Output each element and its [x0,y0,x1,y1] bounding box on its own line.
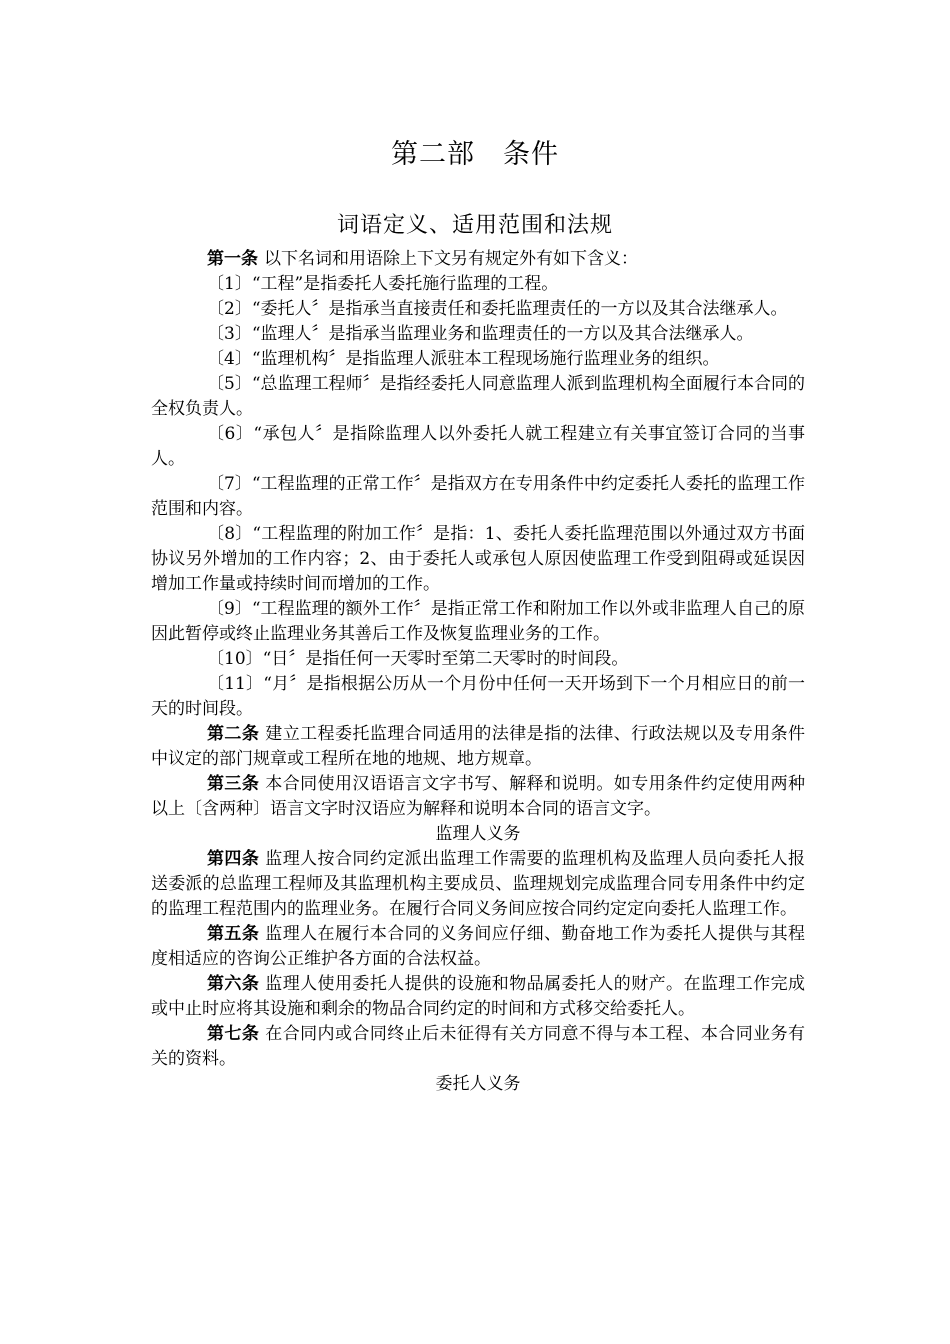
article-7 [151,1022,805,1072]
article-1-text: 以下名词和用语除上下文另有规定外有如下含义： [264,249,638,269]
definition-3: 〔3〕“监理人〞是指承当监理业务和监理责任的一方以及其合法继承人。 [207,324,754,344]
definition-4: 〔4〕“监理机构〞是指监理人派驻本工程现场施行监理业务的组织。 [207,349,720,369]
article-4-text: 监理人按合同约定派出监理工作需要的监理机构及监理人员向委托人报送委派的总监理工程师及其监理机构主要成员、监理规划完成监理合同专用条件中约定的监理工程范围内的监理业务。在履行合同义务间应按合同约定定向委托人监理工作。 [151,849,806,919]
article-6-label: 第六条 [207,974,260,994]
article-4 [151,847,805,922]
article-7-text: 在合同内或合同终止后未征得有关方同意不得与本工程、本合同业务有关的资料。 [151,1024,806,1069]
article-1-label: 第一条 [207,249,258,269]
definition-9: 〔9〕“工程监理的额外工作〞是指正常工作和附加工作以外或非监理人自己的原因此暂停或终止监理业务其善后工作及恢复监理业务的工作。 [151,599,805,644]
page-title: 第二部 条件 [391,139,559,170]
article-2-text: 建立工程委托监理合同适用的法律是指的法律、行政法规以及专用条件中议定的部门规章或工程所在地的地规、地方规章。 [151,724,806,769]
definition-1: 〔1〕“工程”是指委托人委托施行监理的工程。 [207,274,559,294]
article-6 [151,972,805,1022]
article-2-label: 第二条 [207,724,260,744]
article-4-label: 第四条 [207,849,260,869]
article-3 [151,772,805,822]
definition-5: 〔5〕“总监理工程师〞是指经委托人同意监理人派到监理机构全面履行本合同的全权负责人。 [151,374,805,419]
article-3-label: 第三条 [207,774,260,794]
section-heading-client: 委托人义务 [435,1074,521,1094]
definition-7: 〔7〕“工程监理的正常工作〞是指双方在专用条件中约定委托人委托的监理工作范围和内容。 [151,474,805,519]
section-subtitle: 词语定义、适用范围和法规 [336,213,613,238]
article-5 [151,922,805,972]
article-5-label: 第五条 [207,924,260,944]
definition-8: 〔8〕“工程监理的附加工作〞是指：1、委托人委托监理范围以外通过双方书面协议另外增加的工作内容；2、由于委托人或承包人原因使监理工作受到阻碍或延误因增加工作量或持续时间而增加的工作。 [151,524,805,594]
definition-2: 〔2〕“委托人〞是指承当直接责任和委托监理责任的一方以及其合法继承人。 [207,299,788,319]
article-5-text: 监理人在履行本合同的义务间应仔细、勤奋地工作为委托人提供与其程度相适应的咨询公正维护各方面的合法权益。 [151,924,806,969]
article-2 [151,722,805,772]
definition-11: 〔11〕“月〞是指根据公历从一个月份中任何一天开场到下一个月相应日的前一天的时间段。 [151,674,805,719]
document-body [151,247,805,1097]
article-6-text: 监理人使用委托人提供的设施和物品属委托人的财产。在监理工作完成或中止时应将其设施和剩余的物品合同约定的时间和方式移交给委托人。 [151,974,806,1019]
article-7-label: 第七条 [207,1024,260,1044]
section-heading-supervisor: 监理人义务 [435,824,521,844]
definition-10: 〔10〕“日〞是指任何一天零时至第二天零时的时间段。 [207,649,629,669]
article-1 [151,247,805,272]
definition-6: 〔6〕“承包人〞是指除监理人以外委托人就工程建立有关事宜签订合同的当事人。 [151,424,805,469]
article-3-text: 本合同使用汉语语言文字书写、解释和说明。如专用条件约定使用两种以上〔含两种〕语言文字时汉语应为解释和说明本合同的语言文字。 [151,774,806,819]
